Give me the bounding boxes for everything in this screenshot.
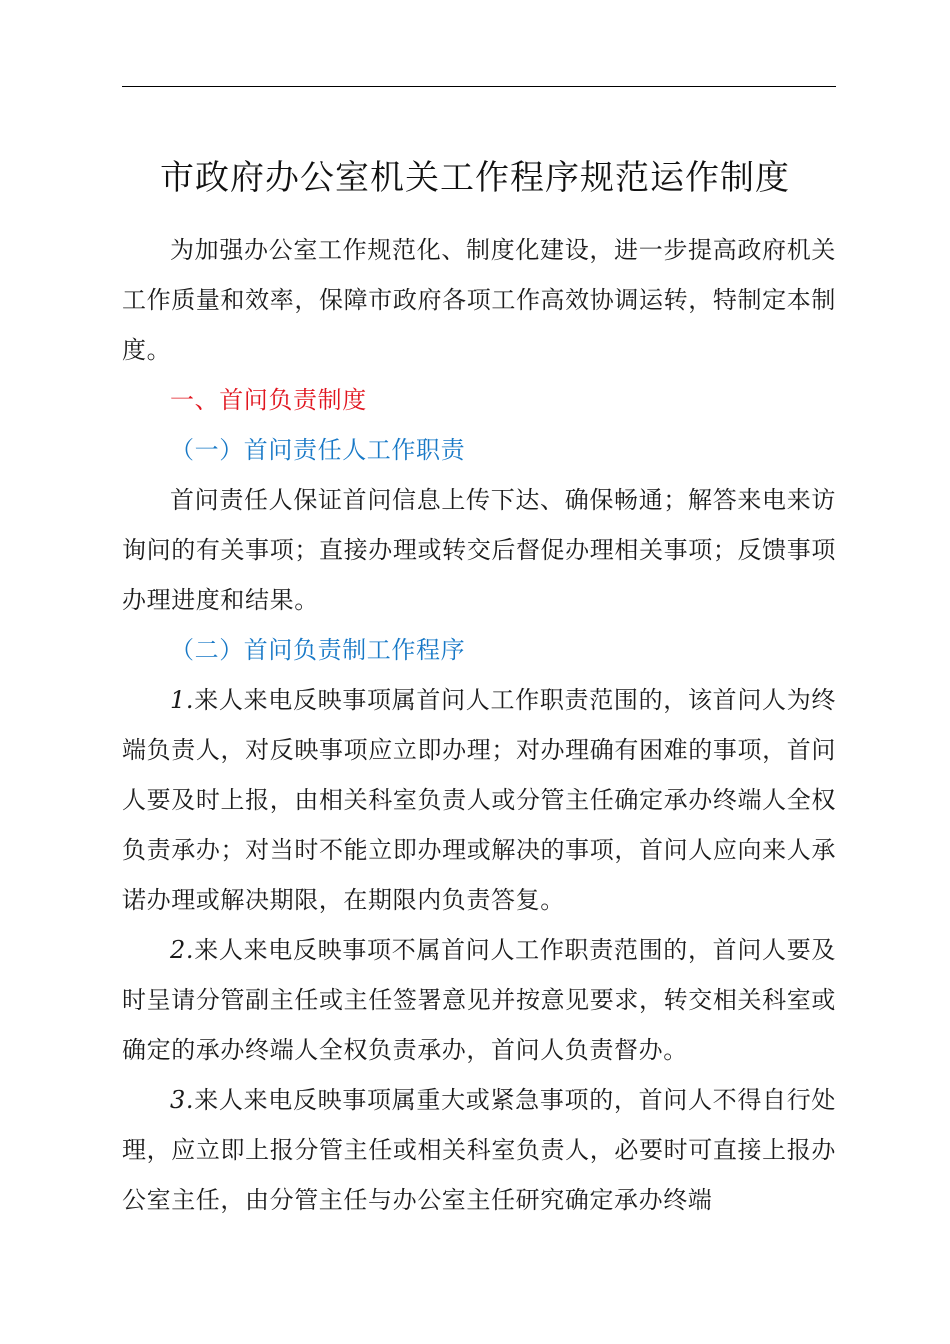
document-body <box>122 225 836 1225</box>
procedure-item-1 <box>122 675 836 925</box>
intro-paragraph: 为加强办公室工作规范化、制度化建设，进一步提高政府机关工作质量和效率，保障市政府各项工作高效协调运转，特制定本制度。 <box>122 236 836 364</box>
procedure-item-3 <box>122 1075 836 1225</box>
item-text: 来人来电反映事项属重大或紧急事项的，首问人不得自行处理，应立即上报分管主任或相关科室负责人，必要时可直接上报办公室主任，由分管主任与办公室主任研究确定承办终端 <box>122 1086 836 1214</box>
header-rule <box>122 86 836 87</box>
item-number: 2. <box>170 936 195 964</box>
section-heading-1: 一、首问负责制度 <box>170 386 367 414</box>
duties-paragraph: 首问责任人保证首问信息上传下达、确保畅通；解答来电来访询问的有关事项；直接办理或转交后督促办理相关事项；反馈事项办理进度和结果。 <box>122 486 836 614</box>
item-text: 来人来电反映事项属首问人工作职责范围的，该首问人为终端负责人，对反映事项应立即办理；对办理确有困难的事项，首问人要及时上报，由相关科室负责人或分管主任确定承办终端人全权负责承办；对当时不能立即办理或解决的事项，首问人应向来人承诺办理或解决期限，在期限内负责答复。 <box>122 686 836 914</box>
document-title: 市政府办公室机关工作程序规范运作制度 <box>160 158 790 198</box>
procedure-item-2 <box>122 925 836 1075</box>
subsection-heading-1: （一）首问责任人工作职责 <box>170 436 466 464</box>
item-number: 1. <box>170 686 195 714</box>
subsection-heading-2: （二）首问负责制工作程序 <box>170 636 466 664</box>
item-number: 3. <box>170 1086 195 1114</box>
item-text: 来人来电反映事项不属首问人工作职责范围的，首问人要及时呈请分管副主任或主任签署意见并按意见要求，转交相关科室或确定的承办终端人全权负责承办，首问人负责督办。 <box>122 936 836 1064</box>
